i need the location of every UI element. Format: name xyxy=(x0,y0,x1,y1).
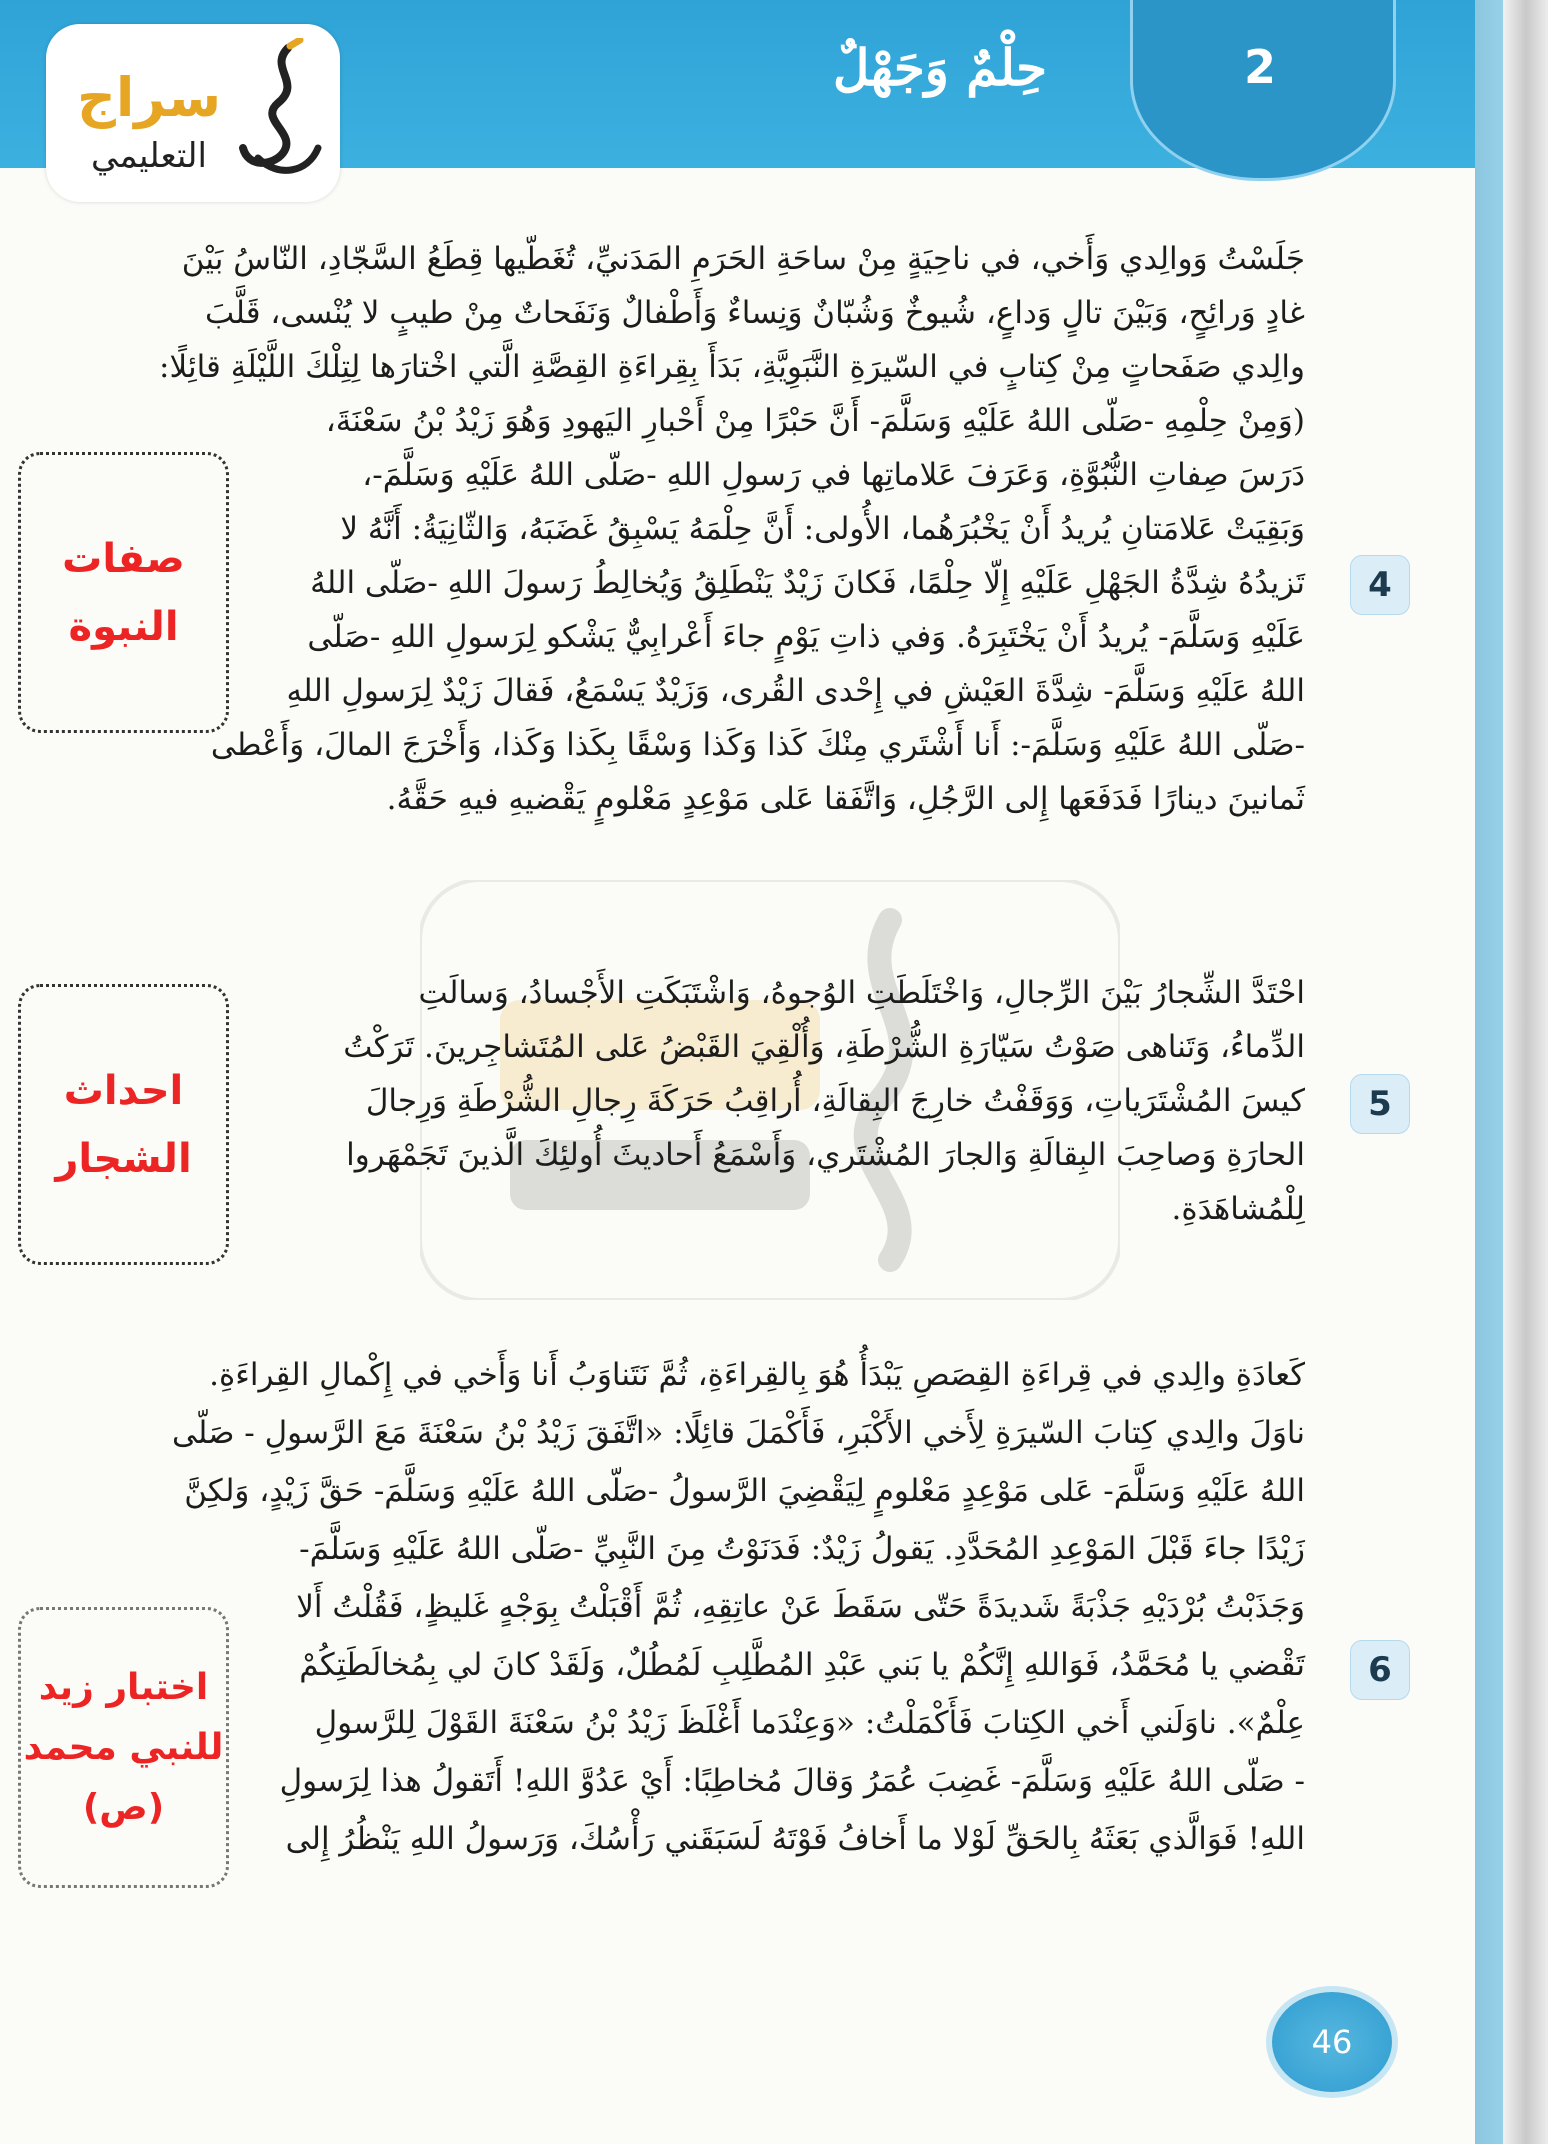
side-note-zaid-test xyxy=(18,1607,229,1888)
logo xyxy=(46,24,340,202)
text-line: -صَلّى اللهُ عَلَيْهِ وَسَلَّمَ-: أَنا أَشْتَري مِنْكَ كَذا وَكَذا وَسْقًا بِكَذا وَكَذا، وَأَخْرَجَ المالَ، وَأَعْطى xyxy=(210,727,1305,763)
intro-line: جَلَسْتُ وَوالِدي وَأَخي، في ناحِيَةٍ مِنْ ساحَةِ الحَرَمِ المَدَنيِّ، تُغَطّيها قِطَعُ السَّجّادِ، النّاسُ بَيْنَ xyxy=(181,241,1305,277)
text-line: اللهُ عَلَيْهِ وَسَلَّمَ- عَلى مَوْعِدٍ مَعْلومٍ لِيَقْضِيَ الرَّسولُ -صَلّى اللهُ عَلَيْهِ وَسَلَّمَ- حَقَّ زَيْدٍ، وَلكِنَّ xyxy=(184,1473,1305,1509)
text-line: اللهِ! فَوَالَّذي بَعَثَهُ بِالحَقِّ لَوْلا ما أَخافُ فَوْتَهُ لَسَبَقَني رَأْسُكَ، وَرَسولُ اللهِ يَنْظُرُ إِلى xyxy=(285,1821,1305,1857)
section-2-text xyxy=(120,966,1305,1236)
text-line: وَبَقِيَتْ عَلامَتانِ يُريدُ أَنْ يَخْبُرَهُما، الأُولى: أَنَّ حِلْمَهُ يَسْبِقُ غَضَبَهُ، وَالثّانِيَةُ: أَنَّهُ لا xyxy=(340,511,1305,547)
logo-main-text: سراج xyxy=(76,66,222,129)
lesson-number: 2 xyxy=(1243,40,1276,94)
logo-sub-text: التعليمي xyxy=(91,136,207,176)
lesson-title: حِلْمٌ وَجَهْلٌ xyxy=(832,38,1048,97)
text-line: زَيْدًا جاءَ قَبْلَ المَوْعِدِ المُحَدَّدِ. يَقولُ زَيْدٌ: فَدَنَوْتُ مِنَ النَّبِيِّ -صَلّى اللهُ عَلَيْهِ وَسَلَّمَ- xyxy=(299,1531,1305,1567)
text-line: عِلْمٌ». ناوَلَني أَخي الكِتابَ فَأَكْمَلْتُ: «وَعِنْدَما أَغْلَظَ زَيْدُ بْنُ سَعْنَةَ القَوْلَ لِلرَّسولِ xyxy=(314,1705,1305,1741)
page-edge-tint xyxy=(1475,0,1503,2144)
text-line: - صَلّى اللهُ عَلَيْهِ وَسَلَّمَ- غَضِبَ عُمَرُ وَقالَ مُخاطِبًا: أَيْ عَدُوَّ اللهِ! أَتَقولُ هذا لِرَسولِ xyxy=(279,1763,1305,1799)
section-1-text xyxy=(120,232,1305,826)
logo-calligraphy-icon xyxy=(228,38,328,188)
intro-line: غادٍ وَرائِحٍ، وَبَيْنَ تالٍ وَداعٍ، شُيوخٌ وَشُبّانٌ وَنِساءٌ وَأَطْفالٌ وَنَفَحاتٌ مِنْ طيبٍ لا يُنْسى، قَلَّبَ xyxy=(205,295,1305,331)
text-line: اللهُ عَلَيْهِ وَسَلَّمَ- شِدَّةَ العَيْشِ في إِحْدى القُرى، وَزَيْدٌ يَسْمَعُ، فَقالَ زَيْدٌ لِرَسولِ اللهِ xyxy=(286,673,1305,709)
side-note-prophecy-traits xyxy=(18,452,229,733)
side-note-line: (ص) xyxy=(82,1786,165,1828)
side-note-text: صفات النبوة xyxy=(62,535,185,650)
text-line: كَعادَةِ والِدي في قِراءَةِ القِصَصِ يَبْدَأُ هُوَ بِالقِراءَةِ، ثُمَّ نَتَناوَبُ أَنا وَأَخي في إِكْمالِ القِراءَةِ. xyxy=(209,1357,1305,1393)
text-line: الحارَةِ وَصاحِبَ البِقالَةِ وَالجارَ المُشْتَري، وَأَسْمَعُ أَحاديثَ أُولئِكَ الَّذينَ تَجَمْهَروا xyxy=(346,1137,1305,1173)
section-3-text xyxy=(100,1346,1305,1868)
side-note-line: اختبار زيد xyxy=(38,1666,209,1708)
text-line: ثَمانينَ دينارًا فَدَفَعَها إِلى الرَّجُلِ، وَاتَّفَقا عَلى مَوْعِدٍ مَعْلومٍ يَقْضيهِ فيهِ حَقَّهُ. xyxy=(386,781,1305,817)
paragraph-number-4: 4 xyxy=(1350,555,1410,615)
text-line: ناوَلَ والِدي كِتابَ السّيرَةِ لِأَخي الأَكْبَرِ، فَأَكْمَلَ قائِلًا: «اتَّفَقَ زَيْدُ بْنُ سَعْنَةَ مَعَ الرَّسولِ - صَلّى xyxy=(172,1415,1305,1451)
side-note-line: للنبي محمد xyxy=(23,1726,224,1768)
text-line: لِلْمُشاهَدَةِ. xyxy=(1171,1191,1305,1227)
paragraph-number-5: 5 xyxy=(1350,1074,1410,1134)
paragraph-number-6: 6 xyxy=(1350,1640,1410,1700)
side-note-text: احداث الشجار xyxy=(55,1067,192,1182)
intro-line: دَرَسَ صِفاتِ النُّبُوَّةِ، وَعَرَفَ عَلاماتِها في رَسولِ اللهِ -صَلّى اللهُ عَلَيْهِ وَسَلَّمَ-، xyxy=(362,457,1305,493)
text-line: عَلَيْهِ وَسَلَّمَ- يُريدُ أَنْ يَخْتَبِرَهُ. وَفي ذاتِ يَوْمٍ جاءَ أَعْرابِيٌّ يَشْكو لِرَسولِ اللهِ -صَلّى xyxy=(307,619,1305,655)
intro-line: والِدي صَفَحاتٍ مِنْ كِتابٍ في السّيرَةِ النَّبَوِيَّةِ، بَدَأَ بِقِراءَةِ القِصَّةِ الَّتي اخْتارَها لِتِلْكَ اللَّيْلَةِ قائِلًا: xyxy=(159,349,1305,385)
text-line: تَزيدُهُ شِدَّةُ الجَهْلِ عَلَيْهِ إِلّا حِلْمًا، فَكانَ زَيْدٌ يَنْطَلِقُ وَيُخالِطُ رَسولَ اللهِ -صَلّى اللهُ xyxy=(310,565,1305,601)
text-line: الدِّماءُ، وَتَناهى صَوْتُ سَيّارَةِ الشُّرْطَةِ، وَأُلْقِيَ القَبْضُ عَلى المُتَشاجِرينَ. تَرَكْتُ xyxy=(343,1029,1305,1065)
intro-line: (وَمِنْ حِلْمِهِ -صَلّى اللهُ عَلَيْهِ وَسَلَّمَ- أَنَّ حَبْرًا مِنْ أَحْبارِ اليَهودِ وَهُوَ زَيْدُ بْنُ سَعْنَةَ، xyxy=(325,403,1305,439)
text-line: وَجَذَبْتُ بُرْدَيْهِ جَذْبَةً شَديدَةً حَتّى سَقَطَ عَنْ عاتِقِهِ، ثُمَّ أَقْبَلْتُ بِوَجْهٍ غَليظٍ، فَقُلْتُ أَلا xyxy=(296,1589,1305,1625)
side-note-fight-events xyxy=(18,984,229,1265)
text-line: كيسَ المُشْتَرَياتِ، وَوَقَفْتُ خارِجَ البِقالَةِ، أُراقِبُ حَرَكَةَ رِجالِ الشُّرْطَةِ وَرِجالَ xyxy=(365,1083,1305,1119)
text-line: احْتَدَّ الشِّجارُ بَيْنَ الرِّجالِ، وَاخْتَلَطَتِ الوُجوهُ، وَاشْتَبَكَتِ الأَجْسادُ، وَسالَتِ xyxy=(418,975,1305,1011)
text-line: تَقْضي يا مُحَمَّدُ، فَوَاللهِ إِنَّكُمْ يا بَني عَبْدِ المُطَّلِبِ لَمُطُلٌ، وَلَقَدْ كانَ لي بِمُخالَطَتِكُمْ xyxy=(299,1647,1305,1683)
page-number: 46 xyxy=(1272,1992,1392,2092)
